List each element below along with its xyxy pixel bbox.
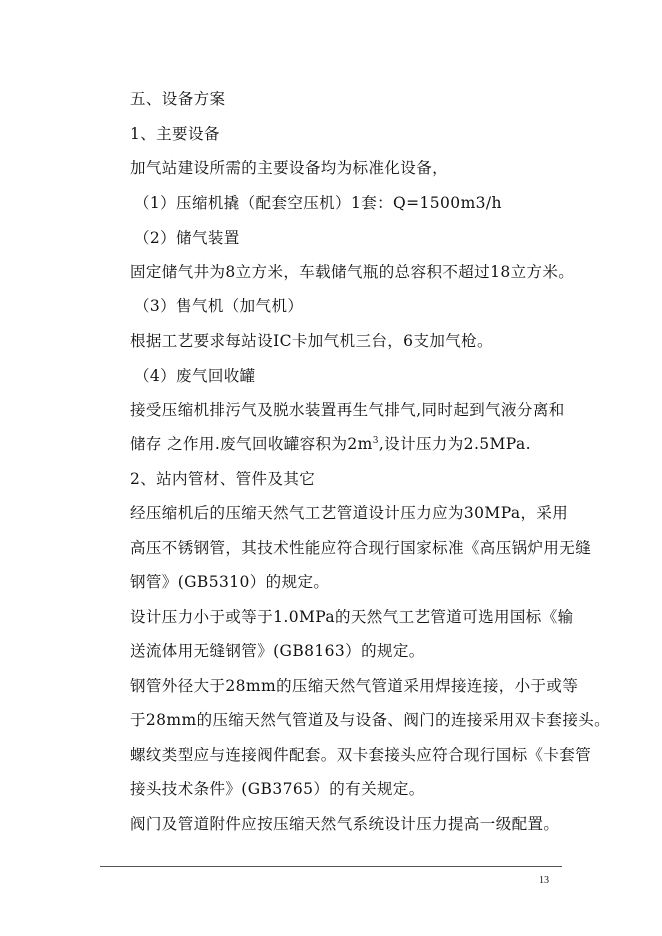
footer-divider: [100, 866, 562, 867]
intro-text: 加气站建设所需的主要设备均为标准化设备，: [130, 159, 449, 177]
para1-line-3: 钢管》(GB5310）的规定。: [130, 573, 330, 591]
item-gas-storage: （2）储气装置: [134, 229, 240, 247]
dispenser-text: 根据工艺要求每站设IC卡加气机三台，6支加气枪。: [130, 332, 493, 350]
section-heading: 五、设备方案: [130, 90, 226, 108]
item-dispenser: （3）售气机（加气机）: [134, 297, 304, 315]
para3-line-1: 钢管外径大于28mm的压缩天然气管道采用焊接连接，小于或等: [130, 677, 579, 695]
waste-gas-text-line-2-post: ,设计压力为2.5MPa.: [378, 435, 531, 453]
subsection-heading-main-equipment: 1、主要设备: [130, 125, 220, 143]
para3-line-3: 螺纹类型应与连接阀件配套。双卡套接头应符合现行国标《卡套管: [130, 746, 592, 764]
waste-gas-text-line-2: [130, 434, 531, 454]
item-compressor: （1）压缩机撬（配套空压机）1套：Q=1500m3/h: [134, 194, 502, 212]
subsection-heading-pipes: 2、站内管材、管件及其它: [130, 470, 316, 488]
para3-line-2: 于28mm的压缩天然气管道及与设备、阀门的连接采用双卡套接头。: [130, 711, 611, 729]
para2-line-2: 送流体用无缝钢管》(GB8163）的规定。: [130, 642, 425, 660]
superscript-cubed: 3: [372, 435, 379, 446]
para3-line-4: 接头技术条件》(GB3765）的有关规定。: [130, 780, 425, 798]
waste-gas-text-line-1: 接受压缩机排污气及脱水装置再生气排气,同时起到气液分离和: [130, 401, 565, 419]
waste-gas-text-line-2-pre: 储存 之作用.废气回收罐容积为2m: [130, 435, 373, 453]
para1-line-1: 经压缩机后的压缩天然气工艺管道设计压力应为30MPa，采用: [130, 504, 569, 522]
gas-storage-text: 固定储气井为8立方米，车载储气瓶的总容积不超过18立方米。: [130, 263, 575, 281]
item-waste-gas-tank: （4）废气回收罐: [134, 367, 256, 385]
para2-line-1: 设计压力小于或等于1.0MPa的天然气工艺管道可选用国标《输: [130, 608, 574, 626]
page-number: 13: [539, 875, 549, 886]
para1-line-2: 高压不锈钢管，其技术性能应符合现行国家标准《高压锅炉用无缝: [130, 539, 592, 557]
para4-line-1: 阀门及管道附件应按压缩天然气系统设计压力提高一级配置。: [130, 815, 560, 833]
